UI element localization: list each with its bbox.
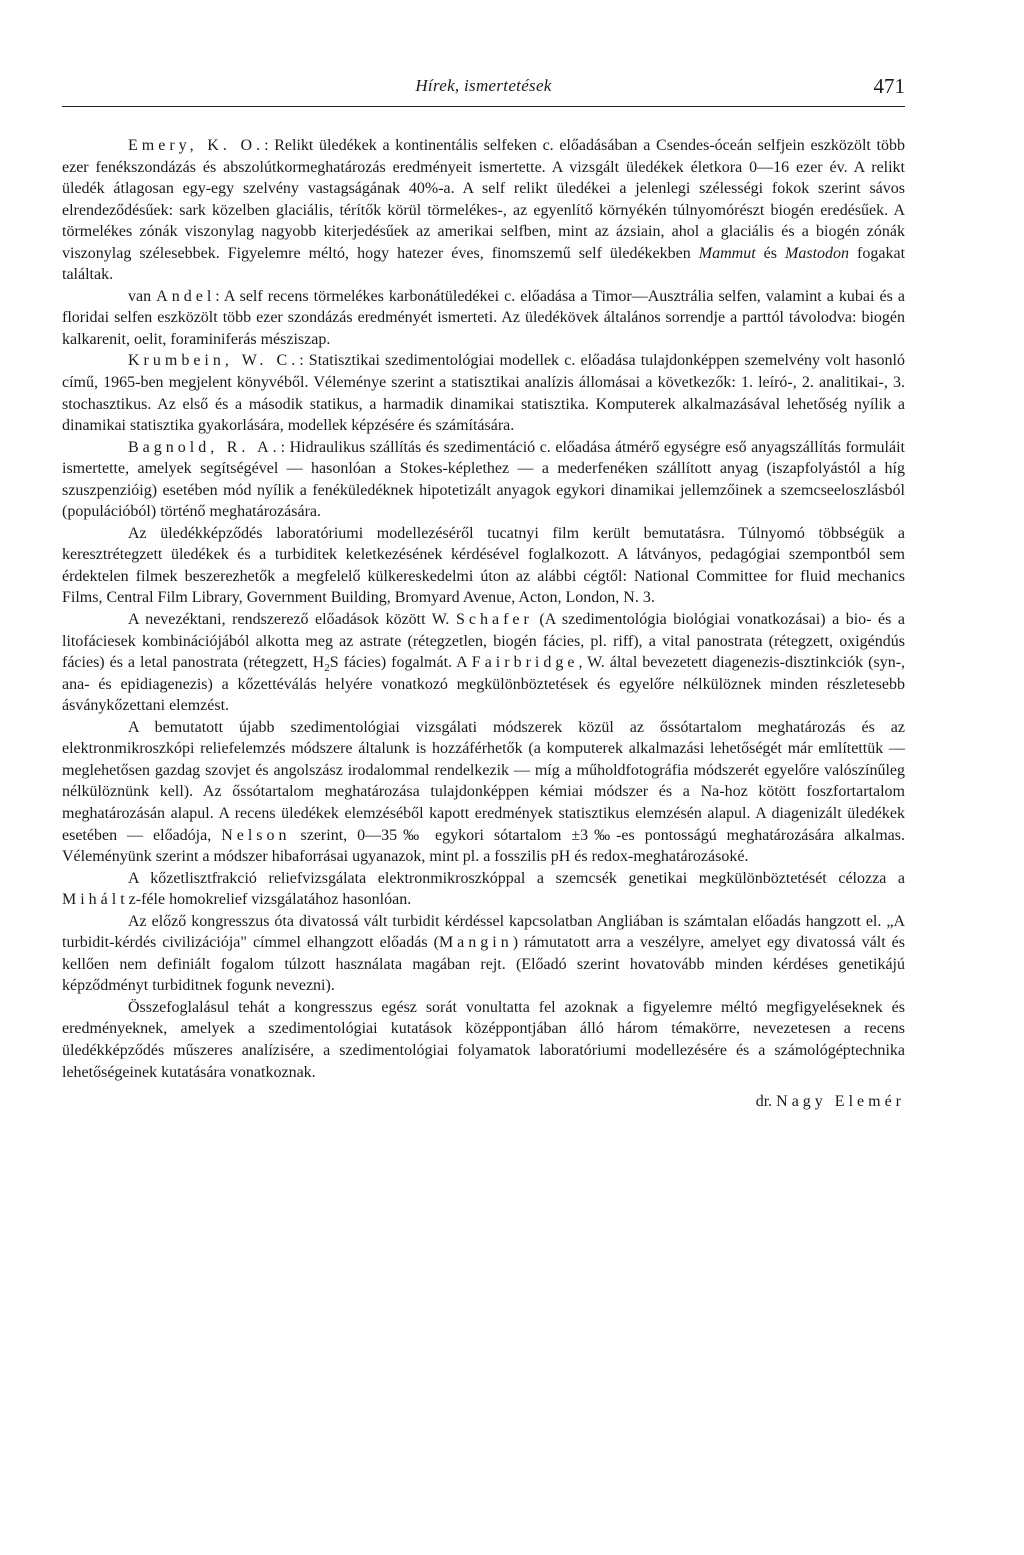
paragraph-krumbein	[62, 350, 905, 436]
paragraph-text: A bemutatott újabb szedimentológiai vizsgálati módszerek közül az őssótartalom meghatározás és az elektronmikroszkópi reliefelemzés módszere általunk is hozzáférhetők (a komputerek alkalmazási lehetőségét már említettük — meglehetősen gazdag szovjet és angolszász irodalommal rendelkezik — míg a műholdfotográfia módszerét egyelőre valószínűleg nélkülöznünk kell). Az őssótartalom meghatározása tulajdonképpen kémiai módszer és a Na-hoz kötött foszfortartalom meghatározásán alapul. A recens üledékek elemzéséből kapott eredmények statisztikus elemzésén alapul. A diagenizált üledékek esetében — előadója,	[62, 718, 905, 844]
paragraph-turbidite	[62, 911, 905, 997]
signature	[62, 1091, 905, 1113]
author-name: Schafer	[455, 611, 533, 629]
paragraph-text: S fácies) fogalmát. A	[329, 654, 472, 672]
author-name: Emery, K. O.	[128, 137, 265, 154]
taxon-name: Mastodon	[785, 244, 850, 262]
author-name: Fairbridge	[471, 654, 579, 672]
paragraph-text: (A szedimentológia biológiai vonatkozásai) a bio- és a litofáciesek kombinációjából alkotta meg az astrate (rétegzetlen, biogén fácies, pl. riff), a vital panostrata (rétegzett, oxigéndús fácies) és a letal panostrata (rétegzett, H	[62, 611, 905, 672]
paragraph-text: ) rámutatott arra a veszélyre, amelyet egy divatossá vált és kellően nem definiált fogalom túlzott használata magában rejt. (Előadó szerint hovatovább minden kérdéses genetikájú képződményt turbiditnek fogunk nevezni).	[62, 934, 905, 995]
running-title: Hírek, ismertetések	[415, 76, 552, 95]
paragraph-van-andel	[62, 286, 905, 351]
paragraph-text: fogakat találtak.	[62, 244, 906, 284]
paragraph-text: szerint, 0—35‰ egykori sótartalom ±3‰-es pontosságú meghatározására alkalmas. Véleményünk szerint a módszer hibaforrásai ugyanazok, mint pl. a fosszilis pH és redox-meghatározásoké.	[62, 826, 905, 866]
paragraph-text: , W. által bevezetett diagenezis-disztinkciók (syn-, ana- és epidiagenezis) a kőzettéválás helyére vonatkozó megkülönböztetések és egyelőre nélkülöznek minden részletesebb ásványkőzettani elemzést.	[62, 654, 906, 715]
paragraph-text: A nevezéktani, rendszerező előadások között W.	[128, 611, 456, 629]
paragraph-text: : Statisztikai szedimentológiai modellek c. előadása tulajdonképpen szemelvény volt hasonló című, 1965-ben megjelent könyvéből. Véleménye szerint a statisztikai analízis állomásai a következők: 1. leíró-, 2. analitikai-, 3. stochasztikus. Az első és a második statikus, a harmadik dinamikai statisztika. Komputerek alkalmazásával lehetőség nyílik a dinamikai statisztika gyakorlására, modellek képzésére és számítására.	[62, 352, 905, 435]
author-name: Andel	[156, 287, 216, 305]
author-prefix: van	[128, 287, 157, 305]
paragraph-text: és	[755, 244, 786, 262]
paragraph-text: : Hidraulikus szállítás és szedimentáció c. előadása átmérő egységre eső anyagszállítás formuláit ismertette, amelyek segítségével — hasonlóan a Stokes-képlethez — a mederfenéken szállított anyag (iszapfolyástól a híg szuszpenzióig) esetében mód nyílik a fenéküledéknek hipotetizált anyagok egykori dinamikai jellemzőinek a szemcseeloszlásból (populációból) történő meghatározására.	[62, 438, 905, 521]
subscript: 2	[324, 662, 330, 675]
paragraph-bagnold	[62, 437, 905, 523]
paragraph-text: A kőzetlisztfrakció reliefvizsgálata elektronmikroszkóppal a szemcsék genetikai megkülönböztetését célozza a	[128, 869, 905, 887]
page-number: 471	[873, 74, 905, 98]
paragraph-text: : A self recens törmelékes karbonátüledékei c. előadása a Timor—Ausztrália selfen, valamint a kubai és a floridai selfen eszközölt több ezer szondázás eredményét ismerteti. Az üledékövek általános sorrendje a parttól távolodva: biogén kalkarenit, oelit, foraminiferás mésziszap.	[62, 287, 905, 348]
taxon-name: Mammut	[698, 244, 756, 262]
article-body	[62, 135, 905, 1113]
paragraph-silt-relief	[62, 868, 905, 911]
paragraph-nomenclature	[62, 609, 905, 717]
paragraph-films: Az üledékképződés laboratóriumi modellezéséről tucatnyi film került bemutatásra. Túlnyomó többségük a keresztrétegzett üledékek és a turbiditek keletkezésének kérdésével foglalkozott. A látványos, pedagógiai szempontból sem érdektelen filmek beszerezhetők a megfelelő külkereskedelmi úton az alábbi cégtől: National Committee for fluid mechanics Films, Central Film Library, Government Building, Bromyard Avenue, Acton, London, N. 3.	[62, 524, 905, 607]
paragraph-summary: Összefoglalásul tehát a kongresszus egész sorát vonultatta fel azoknak a figyelemre méltó megfigyeléseknek és eredményeknek, amelyek a szedimentológiai kutatások középpontjában álló három témakörre, nevezetesen a recens üledékképződés műszeres analízisére, a szedimentológiai folyamatok laboratóriumi modellezésére és a számológéptechnika lehetőségeinek kutatására vonatkoznak.	[62, 998, 905, 1081]
author-name: Krumbein, W. C.	[128, 352, 300, 370]
paragraph-text: Az előző kongresszus óta divatossá vált turbidit kérdéssel kapcsolatban Angliában is számtalan előadás hangzott el. „A turbidit-kérdés civilizációja" címmel elhangzott előadás (	[62, 912, 905, 952]
paragraph-text: z-féle homokrelief vizsgálatához hasonlóan.	[128, 891, 412, 909]
paragraph-methods	[62, 717, 905, 868]
page	[62, 72, 905, 1113]
paragraph-text: : Relikt üledékek a kontinentális selfeken c. előadásában a Csendes-óceán selfjein eszközölt több ezer fenékszondázás és abszolútkormeghatározás eredményeit ismertette. A vizsgált üledékek életkora 0—16 ezer év. A relikt üledék átlagosan egy-egy szelvény vastagságának 40%-a. A self relikt üledékei a jelenlegi szélességi fokok szerint sávos elrendeződésűek: sark közelben glaciális, térítők körül törmelékes-, az egyenlítő környékén túlnyomórészt biogén eredésűek. A törmelékes zónák viszonylag nagyobb kiterjedésűek az amerikai selfben, mint az ázsiain, ahol a glaciális és a biogén zónák viszonylag szélesebbek. Figyelemre méltó, hogy hatezer éves, finomszemű self üledékekben	[62, 137, 906, 262]
signature-prefix: dr.	[755, 1093, 777, 1111]
signature-name: Nagy Elemér	[776, 1093, 905, 1111]
running-head	[62, 72, 905, 107]
author-name: Mangin	[438, 934, 513, 952]
author-name: Mihált	[62, 891, 129, 909]
paragraph-emery	[62, 135, 905, 286]
author-name: Nelson	[221, 826, 291, 844]
author-name: Bagnold, R. A.	[128, 438, 281, 456]
